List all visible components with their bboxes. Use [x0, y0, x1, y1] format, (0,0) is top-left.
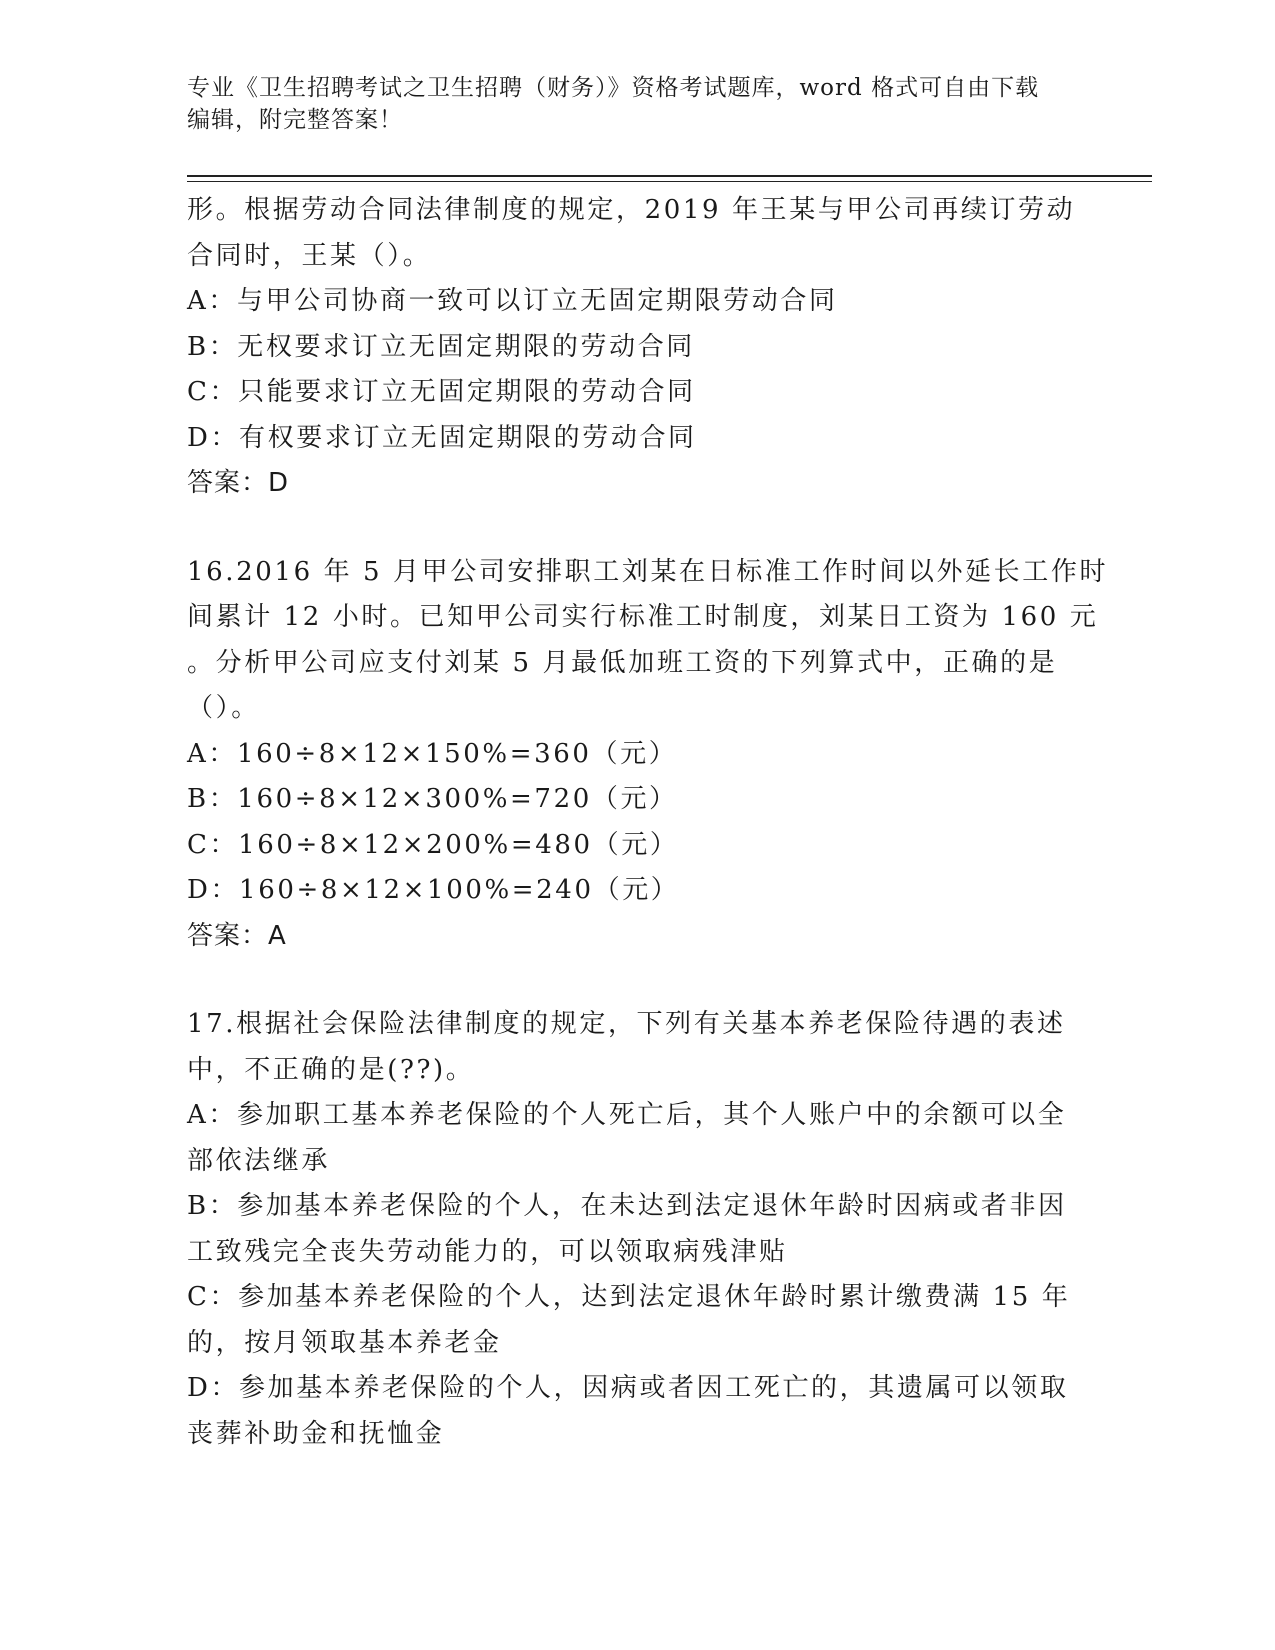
question-16-option-a: A：160÷8×12×150%=360（元）: [187, 738, 678, 769]
question-16-block: [187, 550, 1109, 960]
document-header: [187, 72, 1067, 136]
question-16-option-b: B：160÷8×12×300%=720（元）: [187, 784, 678, 814]
question-17-text-line-1: 17.根据社会保险法律制度的规定，下列有关基本养老保险待遇的表述: [187, 1009, 1066, 1039]
question-17-option-d-line-1: D：参加基本养老保险的个人，因病或者因工死亡的，其遗属可以领取: [187, 1373, 1069, 1403]
question-15-answer: 答案：D: [187, 468, 290, 498]
question-16-option-d: D：160÷8×12×100%=240（元）: [187, 875, 680, 905]
question-15-text-line-1: 形。根据劳动合同法律制度的规定，2019 年王某与甲公司再续订劳动: [187, 195, 1076, 225]
question-16-text-line-3: 。分析甲公司应支付刘某 5 月最低加班工资的下列算式中，正确的是: [187, 647, 1058, 678]
question-15-option-a: A：与甲公司协商一致可以订立无固定期限劳动合同: [187, 286, 838, 316]
question-spacer: [187, 507, 1087, 550]
question-17-option-d-line-2: 丧葬补助金和抚恤金: [187, 1418, 445, 1449]
question-16-answer: 答案：A: [187, 920, 287, 951]
question-spacer: [187, 959, 1087, 1002]
question-15-block: [187, 188, 1087, 507]
question-17-block: [187, 1002, 1087, 1457]
header-line-2: 编辑，附完整答案！: [187, 107, 403, 133]
header-line-1: 专业《卫生招聘考试之卫生招聘（财务）》资格考试题库，word 格式可自由下载: [187, 75, 1040, 101]
question-17-option-b-line-2: 工致残完全丧失劳动能力的，可以领取病残津贴: [187, 1236, 788, 1267]
question-15-option-b: B：无权要求订立无固定期限的劳动合同: [187, 331, 695, 362]
question-15-option-d: D：有权要求订立无固定期限的劳动合同: [187, 422, 697, 453]
question-16-option-c: C：160÷8×12×200%=480（元）: [187, 829, 679, 860]
question-17-option-b-line-1: B：参加基本养老保险的个人，在未达到法定退休年龄时因病或者非因: [187, 1191, 1067, 1221]
question-17-option-c-line-1: C：参加基本养老保险的个人，达到法定退休年龄时累计缴费满 15 年: [187, 1282, 1071, 1312]
question-16-text-line-4: （）。: [187, 693, 260, 723]
question-15-option-c: C：只能要求订立无固定期限的劳动合同: [187, 377, 696, 407]
header-divider-thick: [187, 175, 1152, 177]
document-body: [187, 188, 1109, 1457]
question-16-text-line-1: 16.2016 年 5 月甲公司安排职工刘某在日标准工作时间以外延长工作时: [187, 556, 1109, 587]
question-17-text-line-2: 中，不正确的是(??)。: [187, 1054, 475, 1085]
question-17-option-a-line-2: 部依法继承: [187, 1145, 331, 1176]
question-15-text-line-2: 合同时，王某（）。: [187, 240, 432, 271]
question-17-option-c-line-2: 的，按月领取基本养老金: [187, 1327, 502, 1358]
question-16-text-line-2: 间累计 12 小时。已知甲公司实行标准工时制度，刘某日工资为 160 元: [187, 602, 1099, 632]
question-17-option-a-line-1: A：参加职工基本养老保险的个人死亡后，其个人账户中的余额可以全: [187, 1100, 1067, 1130]
header-divider-thin: [187, 181, 1152, 182]
